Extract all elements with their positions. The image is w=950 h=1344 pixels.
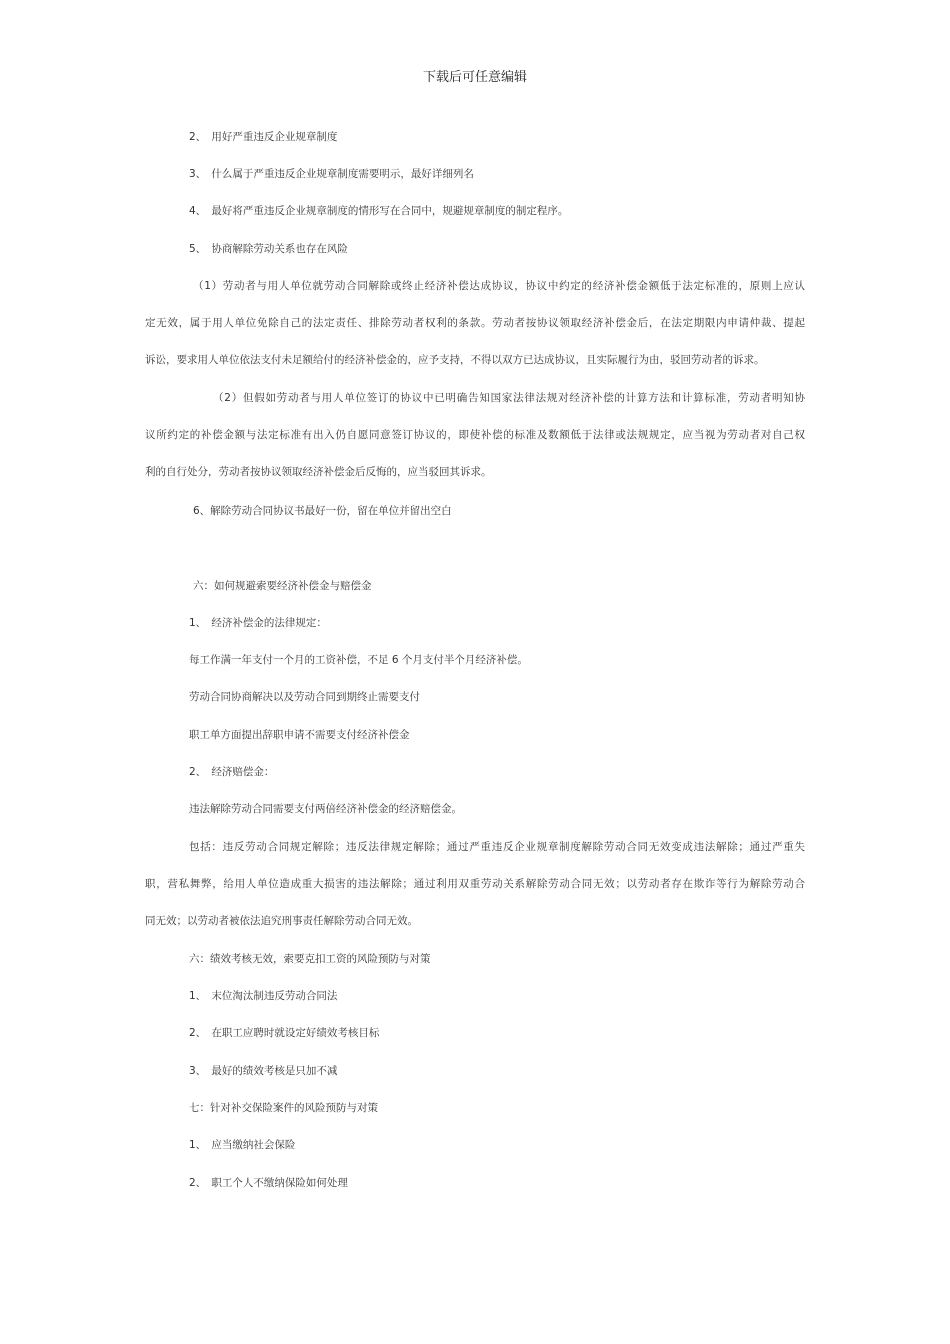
list-item: 违法解除劳动合同需要支付两倍经济补偿金的经济赔偿金。 (189, 803, 462, 815)
paragraph-line: 议所约定的补偿金额与法定标准有出入仍自愿同意签订协议的，即使补偿的标准及数额低于法律或法规规定，应当视为劳动者对自己权 (145, 429, 805, 441)
list-item: 1、 末位淘汰制违反劳动合同法 (189, 990, 338, 1002)
paragraph-3 (145, 840, 805, 951)
list-item: 2、 职工个人不缴纳保险如何处理 (189, 1177, 348, 1189)
paragraph-2 (145, 391, 805, 502)
paragraph-line: 利的自行处分，劳动者按协议领取经济补偿金后反悔的，应当驳回其诉求。 (145, 466, 492, 478)
list-item: 1、 应当缴纳社会保险 (189, 1139, 296, 1151)
paragraph-line: 诉讼，要求用人单位依法支付未足额给付的经济补偿金的，应予支持，不得以双方已达成协议，且实际履行为由，驳回劳动者的诉求。 (145, 354, 765, 366)
list-item: 1、 经济补偿金的法律规定： (189, 617, 327, 629)
list-item: 2、 用好严重违反企业规章制度 (189, 131, 338, 143)
list-item: 劳动合同协商解决以及劳动合同到期终止需要支付 (189, 691, 420, 703)
list-item: 职工单方面提出辞职申请不需要支付经济补偿金 (189, 729, 410, 741)
section-title: 七：针对补交保险案件的风险预防与对策 (189, 1102, 378, 1114)
paragraph-line: 职，营私舞弊，给用人单位造成重大损害的违法解除；通过利用双重劳动关系解除劳动合同无效；以劳动者存在欺诈等行为解除劳动合 (145, 878, 805, 890)
list-item: 4、 最好将严重违反企业规章制度的情形写在合同中，规避规章制度的制定程序。 (189, 205, 569, 217)
list-item: 5、 协商解除劳动关系也存在风险 (189, 243, 348, 255)
paragraph-line: （2）但假如劳动者与用人单位签订的协议中已明确告知国家法律法规对经济补偿的计算方法和计算标准，劳动者明知协 (213, 392, 805, 404)
list-item: 3、 什么属于严重违反企业规章制度需要明示，最好详细列名 (189, 168, 474, 180)
paragraph-1 (145, 279, 805, 390)
page-header: 下载后可任意编辑 (422, 70, 527, 85)
section-title: 六：如何规避索要经济补偿金与赔偿金 (193, 580, 372, 592)
paragraph-line: 定无效，属于用人单位免除自己的法定责任、排除劳动者权利的条款。劳动者按协议领取经济补偿金后，在法定期限内申请仲裁、提起 (145, 317, 805, 329)
paragraph-line: 包括：违反劳动合同规定解除；违反法律规定解除；通过严重违反企业规章制度解除劳动合同无效变成违法解除；通过严重失 (189, 841, 805, 853)
paragraph-line: 同无效；以劳动者被依法追究刑事责任解除劳动合同无效。 (145, 915, 418, 927)
list-item: 2、 在职工应聘时就设定好绩效考核目标 (189, 1027, 380, 1039)
section-title: 六：绩效考核无效，索要克扣工资的风险预防与对策 (189, 953, 431, 965)
list-item: 2、 经济赔偿金： (189, 766, 275, 778)
paragraph-line: （1）劳动者与用人单位就劳动合同解除或终止经济补偿达成协议，协议中约定的经济补偿金额低于法定标准的，原则上应认 (193, 280, 805, 292)
list-item: 6、解除劳动合同协议书最好一份，留在单位并留出空白 (193, 505, 452, 517)
list-item: 每工作满一年支付一个月的工资补偿，不足 6 个月支付半个月经济补偿。 (189, 654, 528, 666)
list-item: 3、 最好的绩效考核是只加不减 (189, 1065, 338, 1077)
